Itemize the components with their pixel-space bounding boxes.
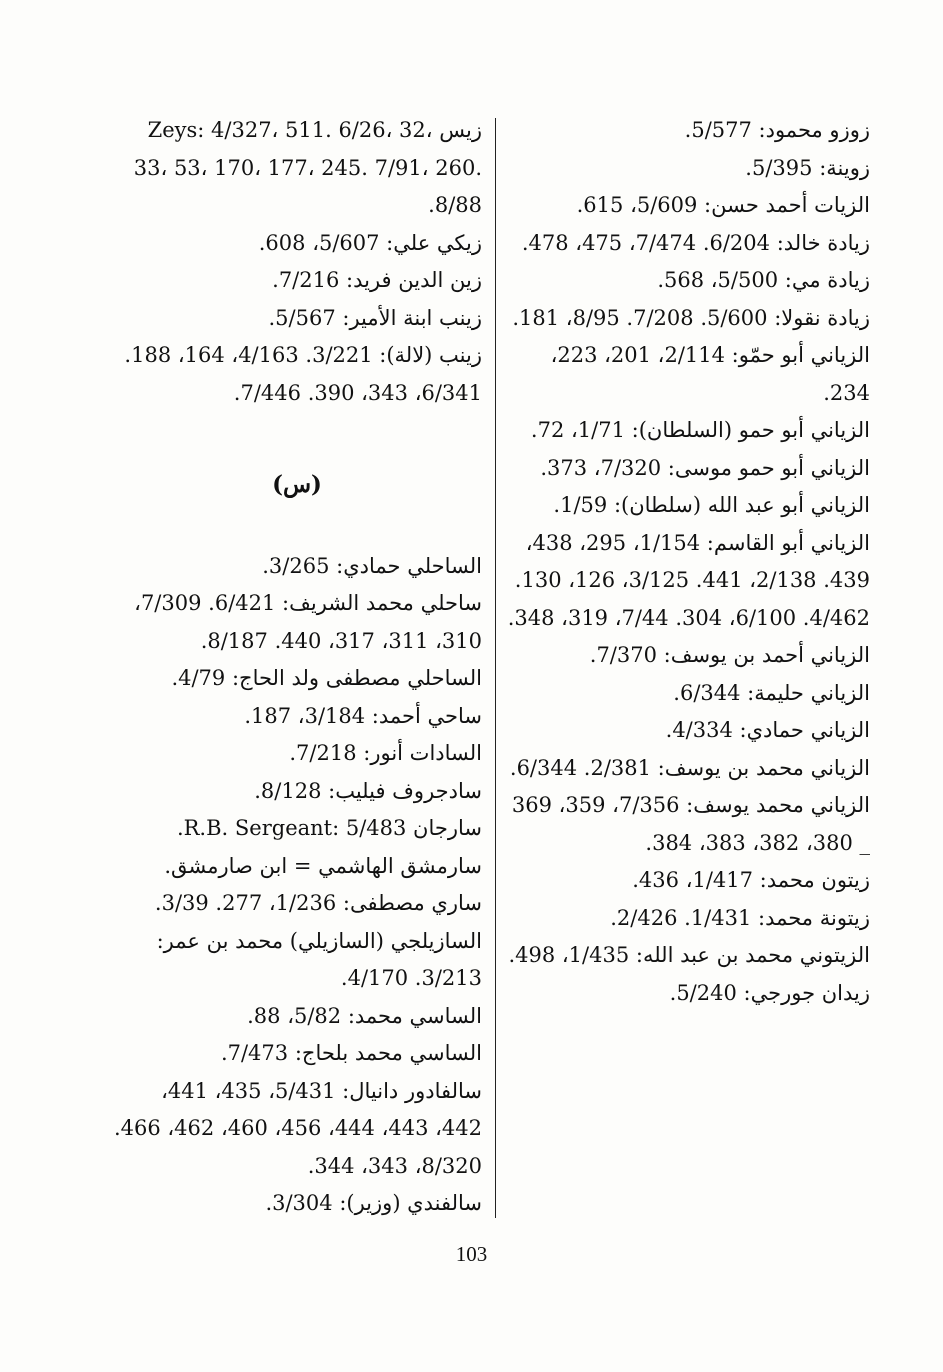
index-entry: زوينة: 5/395. [745,155,870,180]
index-entry: الزياني محمد يوسف: 7/356، 359، 369 _ 380، 382، 383، 384. [511,793,870,855]
index-entry: زيادة نقولا: 5/600. 7/208. 8/95، 181. [512,305,870,330]
index-entry: الساحلي مصطفى ولد الحاج: 4/79. [171,666,482,690]
index-entry: الزياني أبو حمو (السلطان): 1/71، 72. [530,418,870,442]
index-entry: الزياني أحمد بن يوسف: 7/370. [589,643,870,667]
index-entry: ساحلي محمد الشريف: 6/421. 7/309، 310، 311، 317، 440. 8/187. [134,591,482,653]
index-entry: سارجان R.B. Sergeant: 5/483. [176,816,482,840]
page-number: 103 [455,1242,488,1266]
index-entry: سارمشق الهاشمي = ابن صارمشق. [164,853,482,878]
index-entry: الزياني أبو حمو موسى: 7/320، 373. [540,455,870,480]
section-heading: (س) [272,471,322,498]
index-entry: زينب (لالة): 3/221. 4/163، 164، 188. 6/341، 343، 390. 7/446. [124,343,482,405]
index-entry: زيتونة محمد: 1/431. 2/426. [610,905,870,930]
index-entry: الزيتوني محمد بن عبد الله: 1/435، 498. [508,943,870,967]
index-column-left [112,112,482,1223]
index-column-right [500,112,870,1012]
index-entry: الساحلي حمادي: 3/265. [262,553,482,578]
index-entry: الساسي محمد: 5/82، 88. [247,1003,482,1028]
index-entry: زيادة خالد: 6/204. 7/474، 475، 478. [521,230,870,255]
index-entry: الزياني حليمة: 6/344. [673,680,870,705]
column-divider [495,118,496,1218]
index-entry: الزياني حمادي: 4/334. [665,718,870,742]
index-entry: ساحي أحمد: 3/184، 187. [244,703,482,728]
index-entry: زيتون محمد: 1/417، 436. [632,868,870,892]
index-entry: سالفادور دانيال: 5/431، 435، 441، 442، 443، 444، 456، 460، 462، 466. 8/320، 343، 344. [113,1078,482,1178]
index-entry: زيكي علي: 5/607، 608. [258,230,482,255]
index-entry: زين الدين فريد: 7/216. [272,268,482,292]
index-entry: زيادة مي: 5/500، 568. [657,268,870,292]
index-entry: سالفندي (وزير): 3/304. [265,1191,482,1215]
index-entry: زيس Zeys: 4/327، 511. 6/26، 32، 33، 53، 170، 177، 245. 7/91، 260. 8/88. [133,118,482,217]
index-entry: زوزو محمود: 5/577. [684,118,870,142]
index-entry: السازيلجي (السازيلي) محمد بن عمر: 3/213. 4/170. [156,928,482,990]
index-entry: ساري مصطفى: 1/236، 277. 3/39. [154,891,482,915]
index-entry: الزيات أحمد حسن: 5/609، 615. [576,193,870,217]
index-entry: الساسي محمد بلحاج: 7/473. [220,1041,482,1065]
index-entry: الزياني أبو عبد الله (سلطان): 1/59. [553,493,870,517]
index-entry: الزياني محمد بن يوسف: 2/381. 6/344. [509,755,870,780]
index-entry: الزياني أبو القاسم: 1/154، 295، 438، 439. 2/138، 441. 3/125، 126، 130. 4/462. 6/100، 304. 7/44، 319، 348. [507,530,870,630]
index-entry: السادات أنور: 7/218. [289,741,482,765]
index-entry: زيدان جورجي: 5/240. [669,980,870,1005]
index-entry: سادجروف فيليب: 8/128. [254,778,482,803]
index-entry: الزياني أبو حمّو: 2/114، 201، 223، 234. [550,343,870,405]
index-entry: زينب ابنة الأمير: 5/567. [268,305,482,330]
